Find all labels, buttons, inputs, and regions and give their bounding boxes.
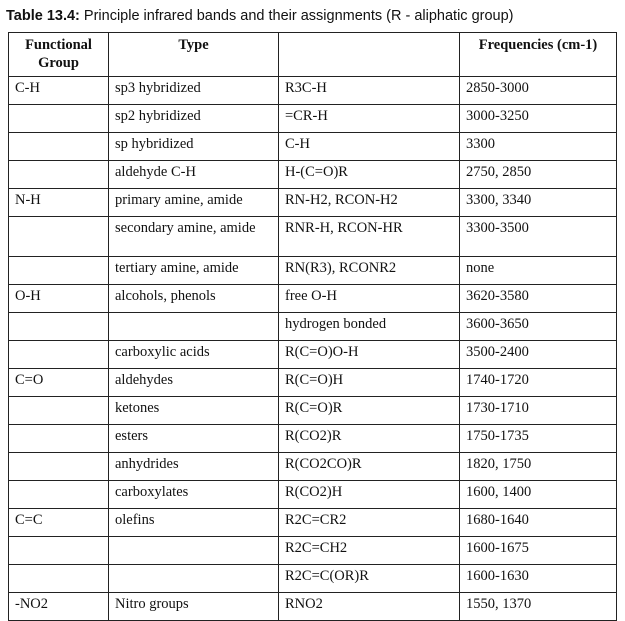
header-type: Type xyxy=(109,33,279,77)
cell-assignment: R2C=CH2 xyxy=(279,537,460,565)
table-row xyxy=(9,285,617,313)
cell-assignment: R2C=C(OR)R xyxy=(279,565,460,593)
cell-group xyxy=(9,537,109,565)
cell-group xyxy=(9,453,109,481)
cell-frequency: 1730-1710 xyxy=(460,397,617,425)
cell-group xyxy=(9,257,109,285)
table-row xyxy=(9,105,617,133)
cell-frequency: 1750-1735 xyxy=(460,425,617,453)
cell-type xyxy=(109,313,279,341)
cell-type: alcohols, phenols xyxy=(109,285,279,313)
cell-frequency: 1680-1640 xyxy=(460,509,617,537)
cell-assignment: =CR-H xyxy=(279,105,460,133)
cell-frequency: 3000-3250 xyxy=(460,105,617,133)
header-row xyxy=(9,33,617,77)
cell-group: C-H xyxy=(9,77,109,105)
cell-assignment: R(C=O)H xyxy=(279,369,460,397)
cell-assignment: RN-H2, RCON-H2 xyxy=(279,189,460,217)
cell-assignment: RN(R3), RCONR2 xyxy=(279,257,460,285)
table-row xyxy=(9,341,617,369)
cell-frequency: 3600-3650 xyxy=(460,313,617,341)
cell-assignment: free O-H xyxy=(279,285,460,313)
ir-bands-table xyxy=(8,32,617,621)
table-row xyxy=(9,565,617,593)
cell-frequency: 1600-1675 xyxy=(460,537,617,565)
cell-assignment: R3C-H xyxy=(279,77,460,105)
cell-assignment: R(CO2CO)R xyxy=(279,453,460,481)
table-row xyxy=(9,257,617,285)
cell-group: C=C xyxy=(9,509,109,537)
table-row xyxy=(9,425,617,453)
caption-text: Principle infrared bands and their assignments (R - aliphatic group) xyxy=(79,8,514,24)
cell-group xyxy=(9,217,109,257)
cell-assignment: R(C=O)R xyxy=(279,397,460,425)
cell-type: tertiary amine, amide xyxy=(109,257,279,285)
table-row xyxy=(9,217,617,257)
table-row xyxy=(9,397,617,425)
cell-frequency: 1600-1630 xyxy=(460,565,617,593)
cell-type: primary amine, amide xyxy=(109,189,279,217)
cell-assignment: RNR-H, RCON-HR xyxy=(279,217,460,257)
cell-assignment: R(CO2)H xyxy=(279,481,460,509)
cell-type: aldehyde C-H xyxy=(109,161,279,189)
cell-type: sp hybridized xyxy=(109,133,279,161)
cell-type: aldehydes xyxy=(109,369,279,397)
cell-group: -NO2 xyxy=(9,593,109,621)
header-functional-group: Functional Group xyxy=(9,33,109,77)
cell-frequency: 3620-3580 xyxy=(460,285,617,313)
table-row xyxy=(9,133,617,161)
cell-frequency: 3300, 3340 xyxy=(460,189,617,217)
cell-assignment: R2C=CR2 xyxy=(279,509,460,537)
table-row xyxy=(9,537,617,565)
table-caption xyxy=(6,8,618,24)
cell-type: ketones xyxy=(109,397,279,425)
cell-group xyxy=(9,341,109,369)
cell-group xyxy=(9,105,109,133)
cell-group xyxy=(9,565,109,593)
cell-assignment: RNO2 xyxy=(279,593,460,621)
cell-group xyxy=(9,397,109,425)
cell-frequency: 1820, 1750 xyxy=(460,453,617,481)
table-row xyxy=(9,77,617,105)
cell-frequency: 1740-1720 xyxy=(460,369,617,397)
cell-type xyxy=(109,565,279,593)
cell-frequency: 2850-3000 xyxy=(460,77,617,105)
cell-type: olefins xyxy=(109,509,279,537)
cell-group xyxy=(9,481,109,509)
cell-frequency: 3300 xyxy=(460,133,617,161)
cell-frequency: 3500-2400 xyxy=(460,341,617,369)
caption-label: Table 13.4: xyxy=(6,8,80,24)
cell-group xyxy=(9,133,109,161)
cell-group: C=O xyxy=(9,369,109,397)
cell-type xyxy=(109,537,279,565)
cell-type: sp2 hybridized xyxy=(109,105,279,133)
cell-type: sp3 hybridized xyxy=(109,77,279,105)
cell-group xyxy=(9,313,109,341)
cell-group xyxy=(9,425,109,453)
table-row xyxy=(9,453,617,481)
header-frequencies: Frequencies (cm-1) xyxy=(460,33,617,77)
header-assignment xyxy=(279,33,460,77)
cell-frequency: 3300-3500 xyxy=(460,217,617,257)
cell-type: secondary amine, amide xyxy=(109,217,279,257)
cell-assignment: C-H xyxy=(279,133,460,161)
cell-frequency: 1550, 1370 xyxy=(460,593,617,621)
cell-type: carboxylic acids xyxy=(109,341,279,369)
table-row xyxy=(9,161,617,189)
cell-type: anhydrides xyxy=(109,453,279,481)
cell-group xyxy=(9,161,109,189)
table-row xyxy=(9,189,617,217)
table-row xyxy=(9,313,617,341)
cell-group: N-H xyxy=(9,189,109,217)
cell-assignment: hydrogen bonded xyxy=(279,313,460,341)
cell-frequency: 1600, 1400 xyxy=(460,481,617,509)
table-row xyxy=(9,593,617,621)
cell-type: carboxylates xyxy=(109,481,279,509)
cell-type: esters xyxy=(109,425,279,453)
table-row xyxy=(9,481,617,509)
cell-group: O-H xyxy=(9,285,109,313)
cell-type: Nitro groups xyxy=(109,593,279,621)
cell-assignment: H-(C=O)R xyxy=(279,161,460,189)
cell-frequency: none xyxy=(460,257,617,285)
table-row xyxy=(9,369,617,397)
cell-assignment: R(CO2)R xyxy=(279,425,460,453)
cell-assignment: R(C=O)O-H xyxy=(279,341,460,369)
cell-frequency: 2750, 2850 xyxy=(460,161,617,189)
table-row xyxy=(9,509,617,537)
